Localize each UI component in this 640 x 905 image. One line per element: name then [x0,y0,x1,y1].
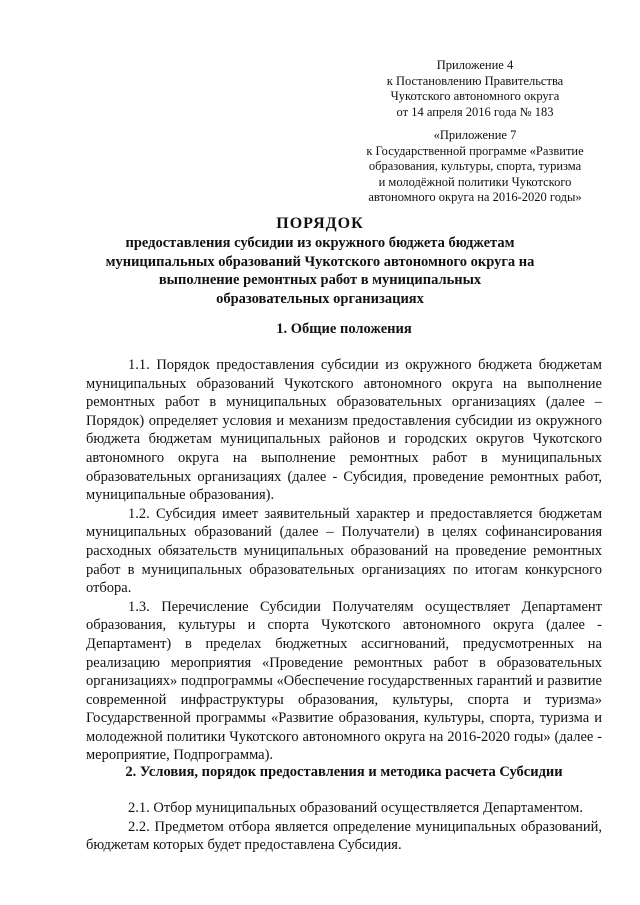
header-line: от 14 апреля 2016 года № 183 [396,104,554,119]
title-main: ПОРЯДОК [276,215,364,232]
document-title [85,214,555,308]
paragraph-1-2: 1.2. Субсидия имеет заявительный характер и предоставляется бюджетам муниципальных образований (далее – Получатели) в целях софинансирования расходных обязательств муниципальных образований на проведение ремонтных работ в муниципальных образовательных организациях по итогам конкурсного отбора. [86,505,602,597]
header-line: и молодёжной политики Чукотского [378,174,572,189]
appendix-header [330,58,620,206]
paragraph-2-2: 2.2. Предметом отбора является определение муниципальных образований, бюджетам которых будет предоставлена Субсидия. [86,818,602,854]
header-line: к Постановлению Правительства [386,73,564,88]
header-line: Приложение 4 [436,58,514,72]
section-1-heading: 1. Общие положения [276,321,412,337]
header-line: образования, культуры, спорта, туризма [368,159,582,173]
title-line: предоставления субсидии из окружного бюджета бюджетам [125,235,515,251]
section-2-heading: 2. Условия, порядок предоставления и методика расчета Субсидии [125,764,563,780]
header-line: к Государственной программе «Развитие [366,143,584,158]
title-line: образовательных организациях [216,290,424,307]
title-line: выполнение ремонтных работ в муниципальных [158,272,482,288]
title-line: муниципальных образований Чукотского автономного округа на [105,253,535,270]
header-line: автономного округа на 2016-2020 годы» [368,190,582,204]
paragraph-2-1: 2.1. Отбор муниципальных образований осуществляется Департаментом. [128,800,583,816]
header-line: «Приложение 7 [433,128,517,142]
section-1-body [86,356,602,765]
paragraph-1-3: 1.3. Перечисление Субсидии Получателям осуществляет Департамент образования, культуры и спорта Чукотского автономного округа (далее - Департамент) в пределах бюджетных ассигнований, предусмотренных на реализацию мероприятия «Проведение ремонтных работ в образовательных организациях» подпрограммы «Обеспечение государственных гарантий и развитие современной инфраструктуры образования, культуры, спорта и туризма» Государственной программы «Развитие образования, культуры, спорта, туризма и молодежной политики Чукотского автономного округа на 2016-2020 годы» (далее - мероприятие, Подпрограмма). [86,598,602,764]
paragraph-1-1: 1.1. Порядок предоставления субсидии из окружного бюджета бюджетам муниципальных образований Чукотского автономного округа на выполнение ремонтных работ в муниципальных образовательных организациях (далее – Порядок) определяет условия и механизм предоставления субсидии из окружного бюджета бюджетам муниципальных районов и городских округов Чукотского автономного округа на выполнение ремонтных работ в муниципальных образовательных организациях (далее - Субсидия, проведение ремонтных работ, муниципальные образования). [86,357,602,504]
header-line: Чукотского автономного округа [390,89,560,103]
section-2-body [86,799,602,855]
header-gap [330,120,620,128]
